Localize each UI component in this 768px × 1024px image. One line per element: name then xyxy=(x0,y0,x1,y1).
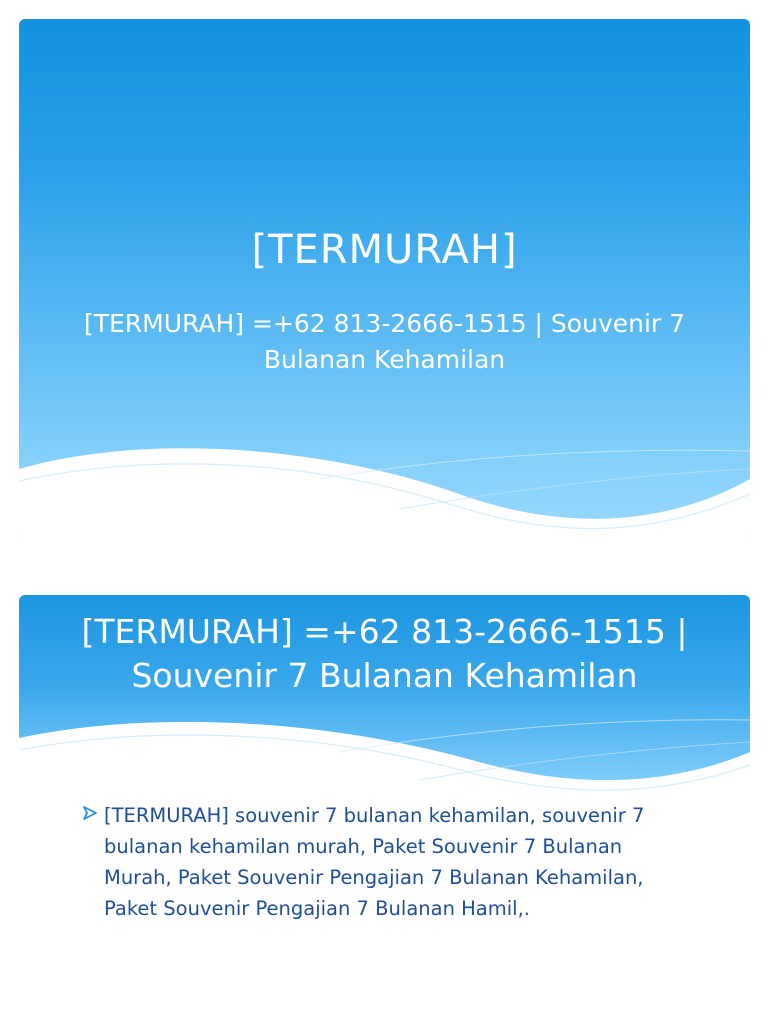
content-slide xyxy=(19,595,750,1020)
slide-title: [TERMURAH] xyxy=(251,227,518,273)
wave-decoration xyxy=(19,700,750,800)
arrow-bullet-icon xyxy=(82,805,100,821)
slide-subtitle: [TERMURAH] =+62 813-2666-1515 | Souvenir 7 Bulanan Kehamilan xyxy=(83,309,686,374)
slide-title: [TERMURAH] =+62 813-2666-1515 | Souvenir 7 Bulanan Kehamilan xyxy=(81,612,688,695)
bullet-text: [TERMURAH] souvenir 7 bulanan kehamilan, souvenir 7 bulanan kehamilan murah, Paket Souvenir 7 Bulanan Murah, Paket Souvenir Pengajian 7 Bulanan Kehamilan, Paket Souvenir Pengajian 7 Bulanan Hamil,. xyxy=(104,804,645,920)
wave-decoration xyxy=(19,439,750,539)
title-slide xyxy=(19,19,750,539)
bullet-list xyxy=(82,800,692,924)
